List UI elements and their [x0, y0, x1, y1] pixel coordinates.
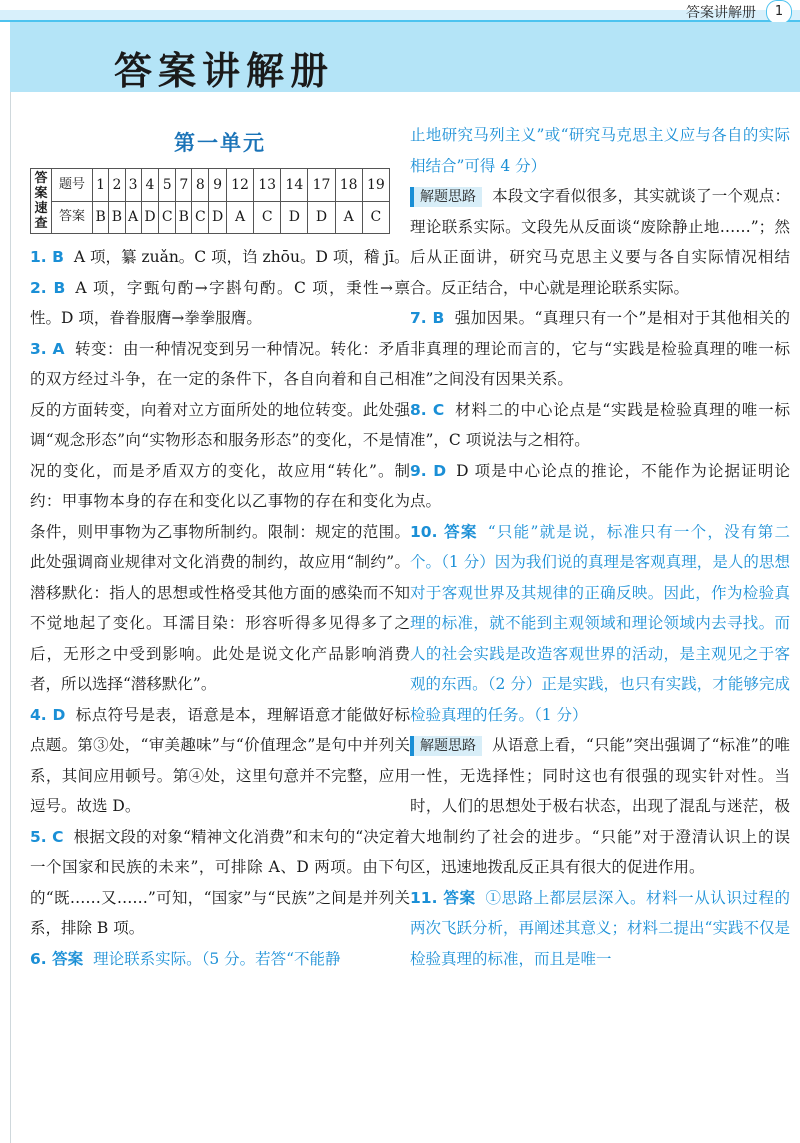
answer-number: 6. 答案	[30, 949, 84, 968]
answer-quick-table	[30, 168, 390, 234]
q-number: 9	[209, 169, 227, 202]
q-number: 12	[226, 169, 253, 202]
tip-label: 解题思路	[410, 736, 482, 756]
answer-number: 3. A	[30, 339, 65, 358]
answer-text: A 项，字甄句酌→字斟句酌。C 项，秉性→禀性。D 项，眷眷服膺→拳拳服膺。	[30, 278, 411, 327]
answer-number: 2. B	[30, 278, 66, 297]
answer-10-tip	[410, 730, 790, 883]
answer-number: 8. C	[410, 400, 445, 419]
q-number: 4	[141, 169, 159, 202]
q-answer: A	[125, 201, 141, 234]
answer-6	[30, 944, 410, 975]
side-rule	[10, 92, 11, 1143]
q-number: 1	[93, 169, 109, 202]
q-answer: D	[141, 201, 159, 234]
answer-text: “只能”就是说，标准只有一个，没有第二个。（1 分）因为我们说的真理是客观真理，是人的思想对于客观世界及其规律的正确反映。因此，作为检验真理的标准，就不能到主观领域和理论领域内去寻找。而人的社会实践是改造客观世界的活动，是主观见之于客观的东西。（2 分）正是实践，也只有实践，才能够完成检验真理的任务。（1 分）	[410, 522, 790, 724]
tip-text: 从语意上看，“只能”突出强调了“标准”的唯一性，无选择性；同时这也有很强的现实针对性。当时，人们的思想处于极右状态，出现了混乱与迷茫，极大地制约了社会的进步。“只能”对于澄清认识上的误区，迅速地拨乱反正具有很大的促进作用。	[410, 736, 790, 876]
q-number: 19	[362, 169, 389, 202]
answer-9	[410, 456, 790, 517]
left-column	[30, 100, 410, 974]
row-label-numbers: 题号	[52, 169, 93, 202]
answer-number: 1. B	[30, 248, 64, 266]
answer-text: 转变：由一种情况变到另一种情况。转化：矛盾的双方经过斗争，在一定的条件下，各自向着和自己相反的方面转变，向着对立方面所处的地位转变。此处强调“观念形态”向“实物形态和服务形态”的变化，不是情况的变化，而是矛盾双方的变化，故应用“转化”。制约：甲事物本身的存在和变化以乙事物的存在和变化为条件，则甲事物为乙事物所制约。限制：规定的范围。此处强调商业规律对文化消费的制约，故应用“制约”。潜移默化：指人的思想或性格受其他方面的感染而不知不觉地起了变化。耳濡目染：形容听得多见得多了之后，无形之中受到影响。此处是说文化产品影响消费者，所以选择“潜移默化”。	[30, 339, 410, 693]
answer-6-tip	[410, 181, 790, 303]
answer-4	[30, 700, 410, 822]
q-number: 18	[335, 169, 362, 202]
answer-5	[30, 822, 410, 944]
q-answer: D	[281, 201, 308, 234]
q-answer: B	[176, 201, 192, 234]
q-answer: C	[362, 201, 389, 234]
top-bar	[0, 0, 800, 22]
answer-number: 7. B	[410, 309, 445, 327]
page-number: 1	[766, 0, 792, 24]
q-number: 8	[192, 169, 209, 202]
q-answer: A	[335, 201, 362, 234]
q-answer: D	[209, 201, 227, 234]
answer-text: 强加因果。“真理只有一个”是相对于其他相关的非真理的理论而言的，它与“实践是检验真理的唯一标准”之间没有因果关系。	[410, 309, 790, 388]
q-answer: B	[93, 201, 109, 234]
tip-text: 本段文字看似很多，其实就谈了一个观点：理论联系实际。文段先从反面谈“废除静止地……”；然后从正面讲，研究马克思主义要与各自实际情况相结合。反正结合，中心就是理论联系实际。	[410, 187, 790, 297]
answer-text: 材料二的中心论点是“实践是检验真理的唯一标准”，C 项说法与之相符。	[410, 400, 790, 449]
answer-text: 根据文段的对象“精神文化消费”和末句的“决定着一个国家和民族的未来”，可排除 A、D 两项。由下句的“既……又……”可知，“国家”与“民族”之间是并列关系，排除 B 项。	[30, 827, 410, 937]
answer-text: ①思路上都层层深入。材料一从认识过程的两次飞跃分析，再阐述其意义；材料二提出“实践不仅是检验真理的标准，而且是唯一	[410, 888, 790, 968]
q-number: 7	[176, 169, 192, 202]
header-label: 答案讲解册	[686, 5, 756, 21]
answer-text: D 项是中心论点的推论，不能作为论据证明论点。	[410, 461, 791, 510]
q-number: 17	[308, 169, 335, 202]
quick-table-side-label: 答案速查	[31, 169, 52, 234]
q-number: 5	[159, 169, 176, 202]
answer-2	[30, 273, 410, 334]
answer-11	[410, 883, 790, 975]
answer-3	[30, 334, 410, 700]
q-answer: B	[109, 201, 125, 234]
row-label-answers: 答案	[52, 201, 93, 234]
q-answer: D	[308, 201, 335, 234]
answer-number: 11. 答案	[410, 888, 476, 907]
answer-1	[30, 242, 410, 273]
answer-number: 5. C	[30, 827, 64, 846]
answer-number: 4. D	[30, 705, 66, 724]
q-answer: C	[192, 201, 209, 234]
q-number: 3	[125, 169, 141, 202]
answer-7	[410, 303, 790, 395]
answer-text: A 项，纂 zuǎn。C 项，诌 zhōu。D 项，稽 jī。	[73, 248, 410, 266]
top-strip	[0, 10, 800, 20]
q-answer: A	[226, 201, 253, 234]
answer-text: 理论联系实际。（5 分。若答“不能静	[93, 949, 341, 968]
answer-text: 标点符号是表，语意是本，理解语意才能做好标点题。第③处，“审美趣味”与“价值理念”是句中并列关系，其间应用顿号。第④处，这里句意并不完整，应用逗号。故选 D。	[30, 705, 410, 815]
page-title: 答案讲解册	[114, 49, 335, 93]
title-band	[10, 22, 800, 92]
q-number: 13	[254, 169, 281, 202]
q-answer: C	[254, 201, 281, 234]
answer-number: 10. 答案	[410, 522, 478, 541]
answer-10	[410, 517, 790, 731]
answer-8	[410, 395, 790, 456]
tip-label: 解题思路	[410, 187, 482, 207]
answer-number: 9. D	[410, 461, 447, 480]
right-column	[410, 120, 790, 974]
q-number: 14	[281, 169, 308, 202]
q-answer: C	[159, 201, 176, 234]
unit-title: 第一单元	[174, 130, 266, 155]
q-number: 2	[109, 169, 125, 202]
answer-6-continued: 止地研究马列主义”或“研究马克思主义应与各自的实际相结合”可得 4 分）	[410, 126, 790, 175]
